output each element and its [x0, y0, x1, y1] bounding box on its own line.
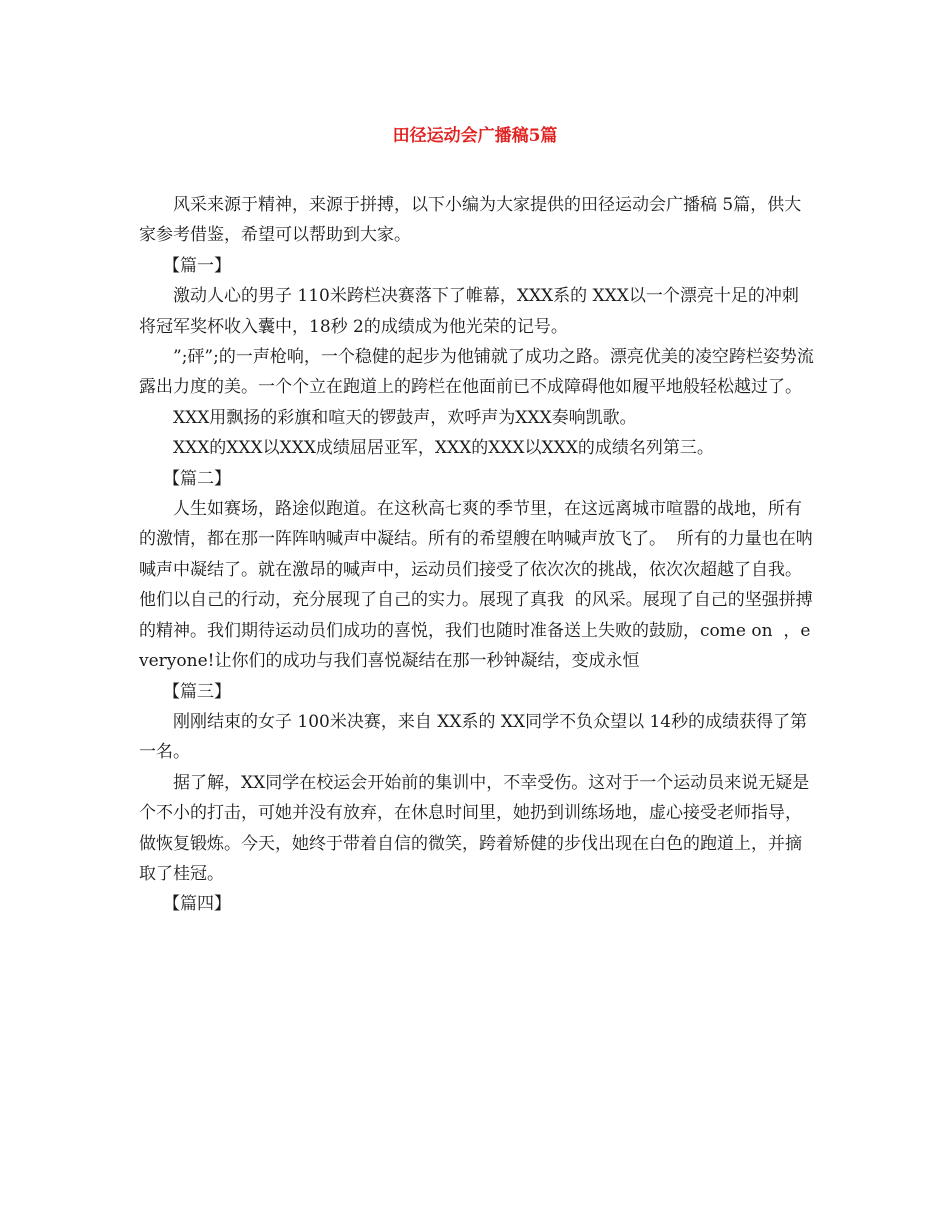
document-body	[139, 190, 815, 920]
section-heading-4: 【篇四】	[163, 894, 231, 915]
section-heading-2: 【篇二】	[163, 468, 231, 489]
paragraph: ”;砰”;的一声枪响，一个稳健的起步为他铺就了成功之路。漂亮优美的凌空跨栏姿势流露出力度的美。一个个立在跑道上的跨栏在他面前已不成障碍他如履平地般轻松越过了。	[139, 347, 814, 398]
document-title: 田径运动会广播稿5篇	[392, 126, 558, 146]
paragraph: XXX的XXX以XXX成绩屈居亚军，XXX的XXX以XXX的成绩名列第三。	[173, 438, 714, 459]
paragraph: 人生如赛场，路途似跑道。在这秋高七爽的季节里，在这远离城市喧嚣的战地，所有的激情，都在那一阵阵呐喊声中凝结。所有的希望艘在呐喊声放飞了。 所有的力量也在呐喊声中凝结了。就在激昂的喊声中，运动员们接受了依次次的挑战，依次次超越了自我。他们以自己的行动，充分展现了自己的实力。展现了真我 的风采。展现了自己的坚强拼搏的精神。我们期待运动员们成功的喜悦，我们也随时准备送上失败的鼓励，come on ，everyone!让你们的成功与我们喜悦凝结在那一秒钟凝结，变成永恒	[139, 499, 813, 672]
paragraph: 刚刚结束的女子 100米决赛，来自 XX系的 XX同学不负众望以 14秒的成绩获得了第一名。	[139, 711, 808, 763]
paragraph: 据了解，XX同学在校运会开始前的集训中，不幸受伤。这对于一个运动员来说无疑是个不小的打击，可她并没有放弃，在休息时间里，她扔到训练场地，虚心接受老师指导，做恢复锻炼。今天，她终于带着自信的微笑，跨着矫健的步伐出现在白色的跑道上，并摘取了桂冠。	[139, 772, 810, 884]
section-heading-1: 【篇一】	[163, 255, 231, 276]
paragraph: 激动人心的男子 110米跨栏决赛落下了帷幕，XXX系的 XXX以一个漂亮十足的冲刺将冠军奖杯收入囊中，18秒 2的成绩成为他光荣的记号。	[139, 286, 799, 337]
intro-paragraph: 风采来源于精神，来源于拼搏，以下小编为大家提供的田径运动会广播稿 5篇，供大家参考借鉴，希望可以帮助到大家。	[139, 195, 802, 246]
paragraph: XXX用飘扬的彩旗和喧天的锣鼓声，欢呼声为XXX奏响凯歌。	[173, 407, 637, 428]
section-heading-3: 【篇三】	[163, 681, 231, 702]
